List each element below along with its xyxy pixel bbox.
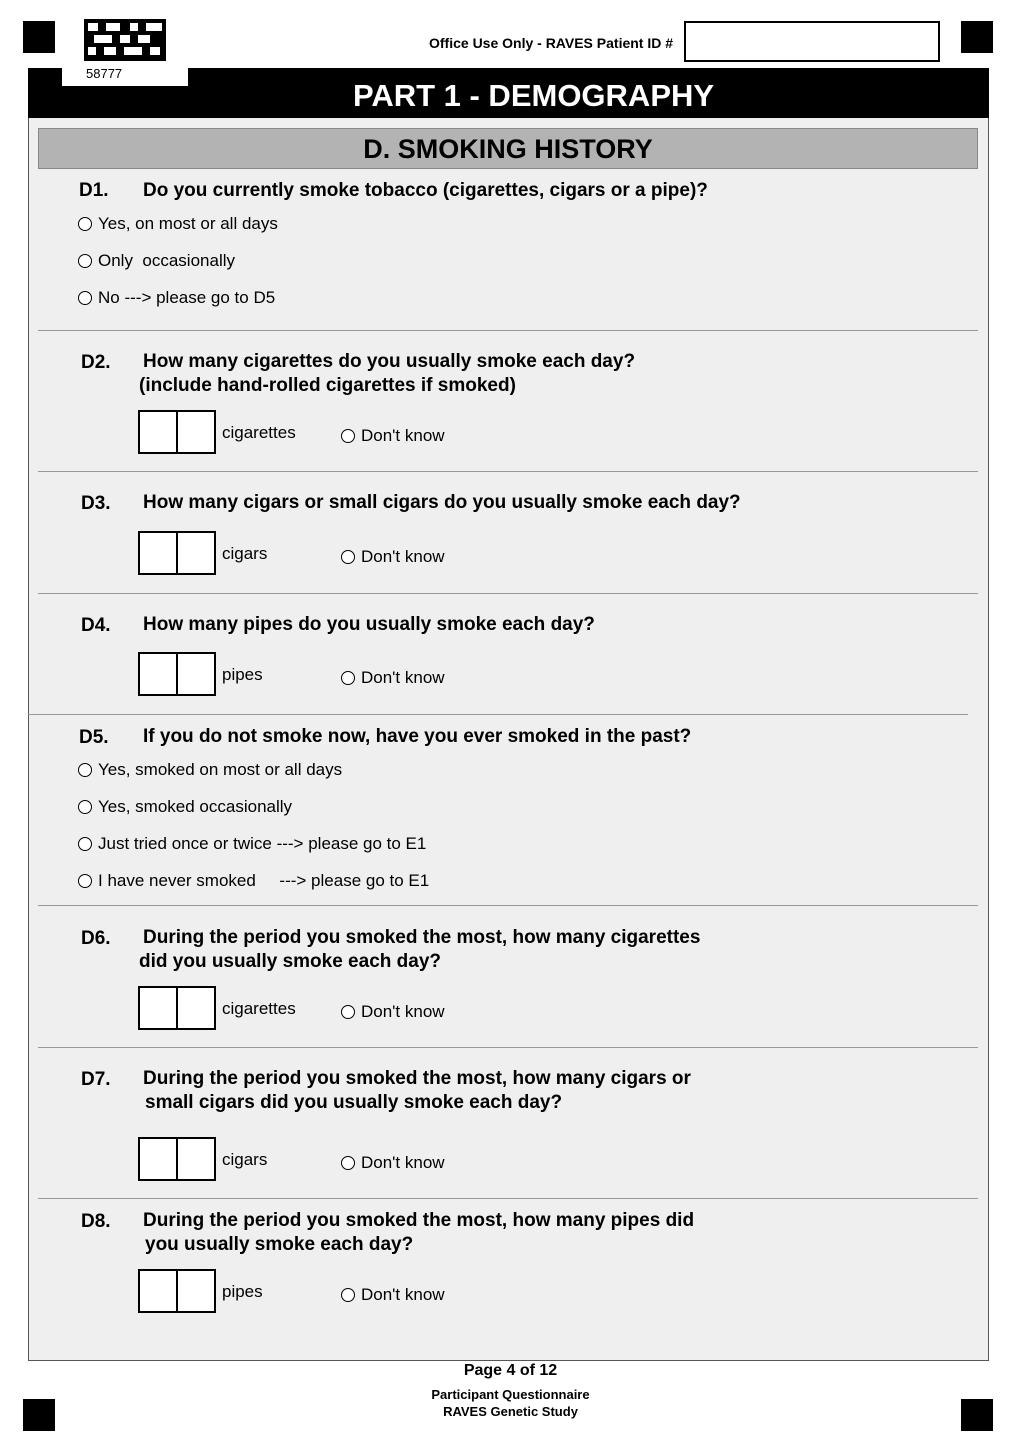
form-number: 58777	[86, 66, 123, 81]
unit-label-d6: cigarettes	[222, 999, 296, 1018]
digit-box[interactable]	[140, 533, 176, 573]
question-text-d8-line1: During the period you smoked the most, how many pipes did	[143, 1210, 695, 1231]
dont-know-d8[interactable]	[341, 1285, 445, 1305]
footer-study: RAVES Genetic Study	[443, 1404, 578, 1419]
digit-box[interactable]	[140, 1139, 176, 1179]
divider	[28, 714, 968, 715]
option-label: Yes, smoked on most or all days	[98, 760, 343, 779]
unit-label-d3: cigars	[222, 544, 268, 563]
unit-label-d7: cigars	[222, 1150, 268, 1169]
question-number-d2: D2.	[81, 352, 111, 373]
office-use-label: Office Use Only - RAVES Patient ID #	[429, 35, 674, 51]
digit-entry-d6[interactable]	[138, 986, 216, 1030]
radio-icon[interactable]	[78, 254, 92, 268]
option-d1-yes[interactable]	[78, 214, 278, 234]
form-number-box	[62, 62, 188, 86]
option-label: I have never smoked ---> please go to E1	[98, 871, 430, 890]
question-number-d6: D6.	[81, 928, 111, 949]
option-label: Don't know	[361, 426, 445, 445]
digit-box[interactable]	[140, 412, 176, 452]
option-label: Yes, smoked occasionally	[98, 797, 293, 816]
unit-label-d2: cigarettes	[222, 423, 296, 442]
question-text-d6-line1: During the period you smoked the most, how many cigarettes	[143, 927, 701, 948]
question-text-d5: If you do not smoke now, have you ever smoked in the past?	[143, 726, 692, 747]
option-label: Don't know	[361, 547, 445, 566]
option-label: Don't know	[361, 1285, 445, 1304]
divider	[38, 1047, 978, 1048]
divider	[38, 330, 978, 331]
radio-icon[interactable]	[78, 763, 92, 777]
question-number-d5: D5.	[79, 727, 109, 748]
question-text-d8-line2: you usually smoke each day?	[145, 1234, 414, 1255]
digit-entry-d8[interactable]	[138, 1269, 216, 1313]
option-label: Don't know	[361, 668, 445, 687]
digit-box[interactable]	[140, 1271, 176, 1311]
radio-icon[interactable]	[78, 800, 92, 814]
radio-icon[interactable]	[341, 1005, 355, 1019]
question-number-d3: D3.	[81, 493, 111, 514]
radio-icon[interactable]	[78, 291, 92, 305]
question-number-d7: D7.	[81, 1069, 111, 1090]
question-text-d2-line1: How many cigarettes do you usually smoke each day?	[143, 351, 636, 372]
part-title: PART 1 - DEMOGRAPHY	[28, 68, 989, 118]
option-label: Only occasionally	[98, 251, 236, 270]
option-label: Yes, on most or all days	[98, 214, 278, 233]
digit-box[interactable]	[176, 412, 214, 452]
digit-entry-d7[interactable]	[138, 1137, 216, 1181]
registration-mark-top-left	[23, 21, 55, 53]
option-label: Don't know	[361, 1002, 445, 1021]
digit-box[interactable]	[176, 533, 214, 573]
question-number-d4: D4.	[81, 615, 111, 636]
digit-box[interactable]	[176, 988, 214, 1028]
question-text-d4: How many pipes do you usually smoke each day?	[143, 614, 595, 635]
footer-questionnaire: Participant Questionnaire	[431, 1387, 590, 1402]
option-label: Just tried once or twice ---> please go to E1	[98, 834, 427, 853]
digit-box[interactable]	[176, 1139, 214, 1179]
divider	[38, 1198, 978, 1199]
option-label: Don't know	[361, 1153, 445, 1172]
option-d1-occasionally[interactable]	[78, 251, 235, 271]
digit-entry-d2[interactable]	[138, 410, 216, 454]
radio-icon[interactable]	[78, 837, 92, 851]
digit-box[interactable]	[140, 654, 176, 694]
question-number-d1: D1.	[79, 180, 109, 201]
dont-know-d7[interactable]	[341, 1153, 445, 1173]
radio-icon[interactable]	[341, 1288, 355, 1302]
digit-box[interactable]	[176, 654, 214, 694]
option-d5-tried[interactable]	[78, 834, 426, 854]
question-text-d7-line1: During the period you smoked the most, how many cigars or	[143, 1068, 691, 1089]
option-d5-never[interactable]	[78, 871, 429, 891]
question-text-d2-line2: (include hand-rolled cigarettes if smoked)	[139, 375, 516, 396]
dont-know-d6[interactable]	[341, 1002, 445, 1022]
unit-label-d4: pipes	[222, 665, 263, 684]
radio-icon[interactable]	[78, 874, 92, 888]
divider	[38, 593, 978, 594]
question-text-d1: Do you currently smoke tobacco (cigarettes, cigars or a pipe)?	[143, 180, 708, 201]
option-d5-most-days[interactable]	[78, 760, 342, 780]
radio-icon[interactable]	[341, 550, 355, 564]
digit-box[interactable]	[140, 988, 176, 1028]
radio-icon[interactable]	[341, 671, 355, 685]
divider	[38, 471, 978, 472]
radio-icon[interactable]	[78, 217, 92, 231]
dont-know-d2[interactable]	[341, 426, 445, 446]
section-title: D. SMOKING HISTORY	[38, 128, 978, 169]
patient-id-field[interactable]	[684, 21, 940, 62]
divider	[38, 905, 978, 906]
option-d5-occasionally[interactable]	[78, 797, 292, 817]
option-label: No ---> please go to D5	[98, 288, 276, 307]
question-text-d6-line2: did you usually smoke each day?	[139, 951, 441, 972]
unit-label-d8: pipes	[222, 1282, 263, 1301]
dont-know-d4[interactable]	[341, 668, 445, 688]
option-d1-no[interactable]	[78, 288, 275, 308]
question-text-d3: How many cigars or small cigars do you usually smoke each day?	[143, 492, 741, 513]
dont-know-d3[interactable]	[341, 547, 445, 567]
radio-icon[interactable]	[341, 1156, 355, 1170]
digit-entry-d3[interactable]	[138, 531, 216, 575]
question-text-d7-line2: small cigars did you usually smoke each day?	[145, 1092, 563, 1113]
registration-mark-top-right	[961, 21, 993, 53]
page-number: Page 4 of 12	[463, 1362, 558, 1379]
radio-icon[interactable]	[341, 429, 355, 443]
digit-box[interactable]	[176, 1271, 214, 1311]
question-number-d8: D8.	[81, 1211, 111, 1232]
barcode-icon	[84, 19, 166, 61]
digit-entry-d4[interactable]	[138, 652, 216, 696]
